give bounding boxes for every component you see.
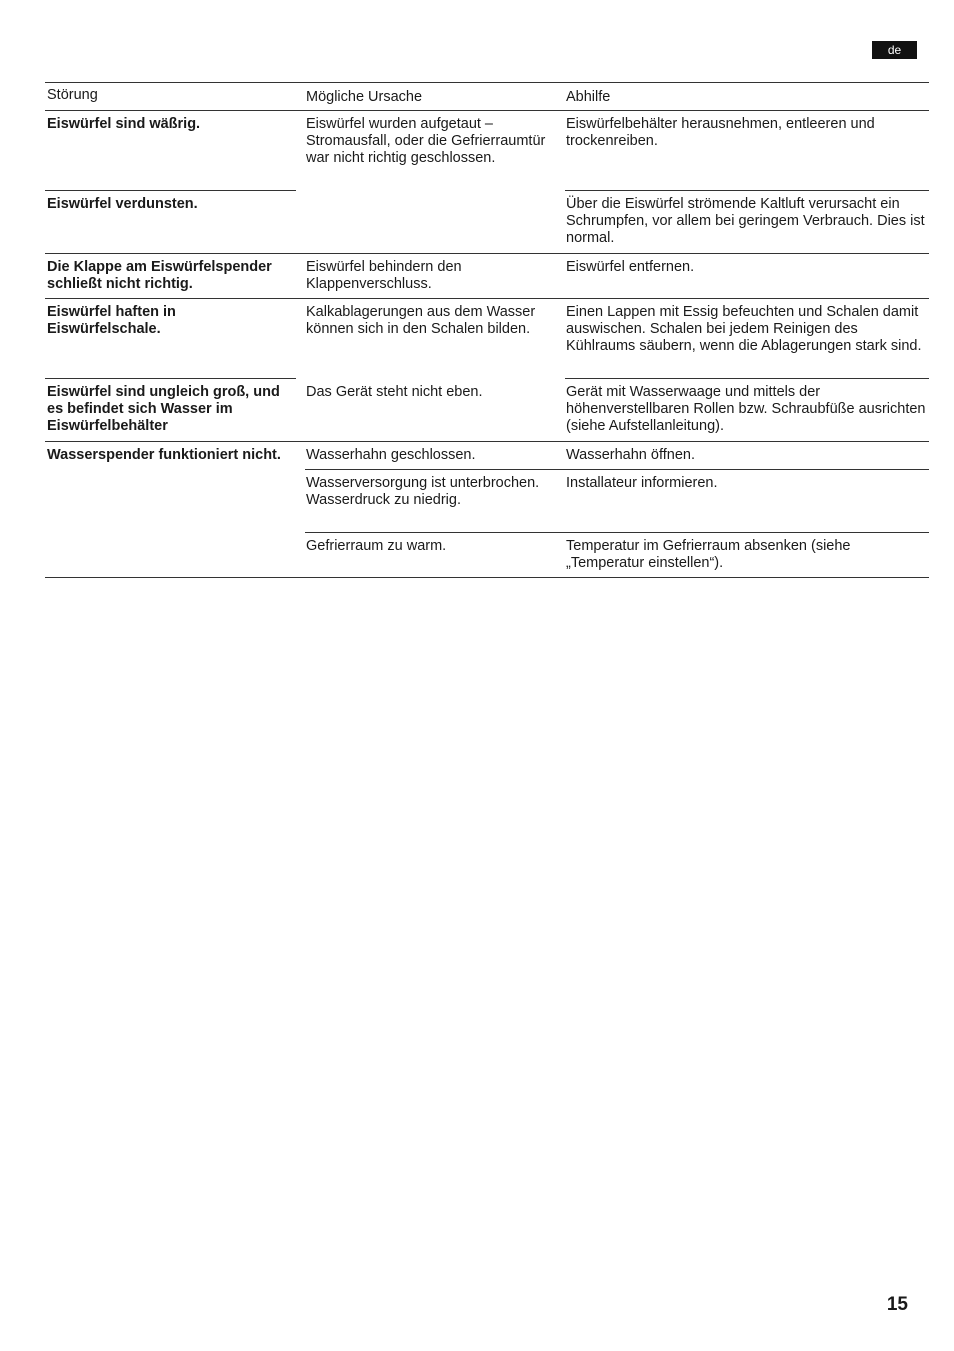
row-6-cause-3: Gefrierraum zu warm.	[306, 538, 447, 554]
language-badge: de	[872, 41, 917, 59]
row-rule	[45, 298, 929, 299]
row-1-fault: Eiswürfel sind wäßrig.	[47, 116, 201, 132]
row-rule	[565, 378, 929, 379]
row-6-cause-1: Wasserhahn geschlossen.	[306, 447, 476, 463]
row-5-remedy: Gerät mit Wasserwaage und mittels der höhenverstellbaren Rollen bzw. Schraubfüße ausrichten (siehe Aufstellanleitung).	[566, 384, 926, 434]
table-top-rule	[45, 82, 929, 83]
row-6-remedy-2: Installateur informieren.	[566, 475, 718, 491]
header-rule	[45, 110, 929, 111]
row-rule	[45, 441, 929, 442]
header-remedy: Abhilfe	[566, 89, 611, 105]
sub-row-rule	[305, 469, 929, 470]
row-5-cause: Das Gerät steht nicht eben.	[306, 384, 483, 400]
row-3-cause: Eiswürfel behindern den Klappenverschluss.	[306, 259, 462, 292]
row-1-cause: Eiswürfel wurden aufgetaut – Stromausfall, oder die Gefrierraumtür war nicht richtig geschlossen.	[306, 116, 546, 166]
row-6-cause-2: Wasserversorgung ist unterbrochen. Wasserdruck zu niedrig.	[306, 475, 540, 508]
row-2-remedy: Über die Eiswürfel strömende Kaltluft verursacht ein Schrumpfen, vor allem bei geringem Verbrauch. Dies ist normal.	[566, 196, 925, 246]
header-fault: Störung	[47, 87, 98, 103]
row-2-fault: Eiswürfel verdunsten.	[47, 196, 198, 212]
row-5-fault: Eiswürfel sind ungleich groß, und es befindet sich Wasser im Eiswürfelbehälter	[47, 384, 280, 434]
row-4-fault: Eiswürfel haften in Eiswürfelschale.	[47, 304, 176, 337]
row-3-fault: Die Klappe am Eiswürfelspender schließt nicht richtig.	[47, 259, 272, 292]
row-6-remedy-3: Temperatur im Gefrierraum absenken (siehe „Temperatur einstellen“).	[566, 538, 851, 571]
row-rule	[565, 190, 929, 191]
row-rule	[45, 378, 296, 379]
header-cause: Mögliche Ursache	[306, 89, 423, 105]
row-rule	[45, 190, 296, 191]
row-rule	[45, 253, 929, 254]
row-4-cause: Kalkablagerungen aus dem Wasser können sich in den Schalen bilden.	[306, 304, 536, 337]
sub-row-rule	[305, 532, 929, 533]
row-4-remedy: Einen Lappen mit Essig befeuchten und Schalen damit auswischen. Schalen bei jedem Reinigen des Kühlraums säubern, wenn die Ablagerungen stark sind.	[566, 304, 922, 354]
row-6-fault: Wasserspender funktioniert nicht.	[47, 447, 281, 463]
table-bottom-rule	[45, 577, 929, 578]
row-3-remedy: Eiswürfel entfernen.	[566, 259, 695, 275]
row-1-remedy: Eiswürfelbehälter herausnehmen, entleeren und trockenreiben.	[566, 116, 875, 149]
page-number: 15	[886, 1294, 908, 1315]
row-6-remedy-1: Wasserhahn öffnen.	[566, 447, 695, 463]
